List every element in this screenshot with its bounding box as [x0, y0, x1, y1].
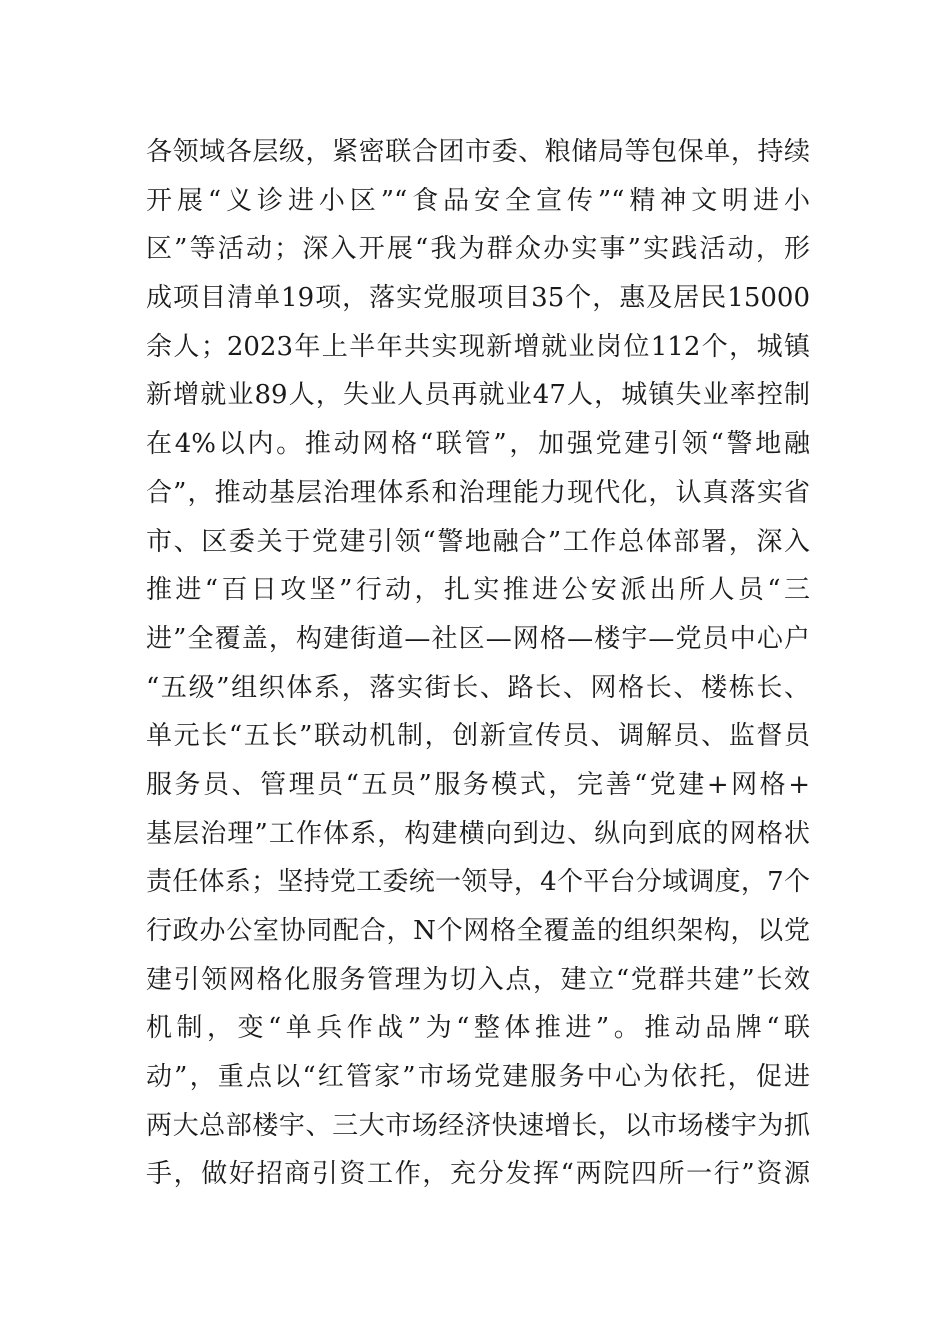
text-line: 机制，变“单兵作战”为“整体推进”。推动品牌“联 — [146, 1013, 810, 1044]
text-line: 市、区委关于党建引领“警地融合”工作总体部署，深入 — [146, 526, 810, 557]
text-line: 余人；2023年上半年共实现新增就业岗位112个，城镇 — [146, 331, 810, 362]
text-line: 基层治理”工作体系，构建横向到边、纵向到底的网格状 — [146, 818, 810, 849]
body-paragraph — [146, 128, 810, 1199]
text-line: 新增就业89人，失业人员再就业47人，城镇失业率控制 — [146, 380, 810, 411]
text-line: 合”，推动基层治理体系和治理能力现代化，认真落实省 — [146, 477, 810, 508]
text-line: 动”，重点以“红管家”市场党建服务中心为依托，促进 — [146, 1062, 810, 1093]
text-line: 两大总部楼宇、三大市场经济快速增长，以市场楼宇为抓 — [146, 1110, 810, 1141]
text-line: 区”等活动；深入开展“我为群众办实事”实践活动，形 — [146, 234, 810, 265]
text-line: 行政办公室协同配合，N个网格全覆盖的组织架构，以党 — [146, 916, 810, 946]
text-line: 服务员、管理员“五员”服务模式，完善“党建+网格+ — [146, 769, 810, 800]
text-line: 责任体系；坚持党工委统一领导，4个平台分域调度，7个 — [146, 867, 810, 898]
text-line: 进”全覆盖，构建街道—社区—网格—楼宇—党员中心户 — [146, 623, 810, 654]
text-line: 推进“百日攻坚”行动，扎实推进公安派出所人员“三 — [146, 575, 810, 606]
text-line: 各领域各层级，紧密联合团市委、粮储局等包保单，持续 — [146, 137, 810, 167]
text-line: 手，做好招商引资工作，充分发挥“两院四所一行”资源 — [146, 1159, 810, 1190]
text-line: 开展“义诊进小区”“食品安全宣传”“精神文明进小 — [146, 185, 810, 216]
text-line: 建引领网格化服务管理为切入点，建立“党群共建”长效 — [146, 964, 810, 995]
text-line: 单元长“五长”联动机制，创新宣传员、调解员、监督员 — [146, 721, 810, 752]
text-line: 在4%以内。推动网格“联管”，加强党建引领“警地融 — [146, 429, 810, 460]
text-line: “五级”组织体系，落实街长、路长、网格长、楼栋长、 — [146, 672, 810, 703]
text-line: 成项目清单19项，落实党服项目35个，惠及居民15000 — [146, 283, 810, 314]
